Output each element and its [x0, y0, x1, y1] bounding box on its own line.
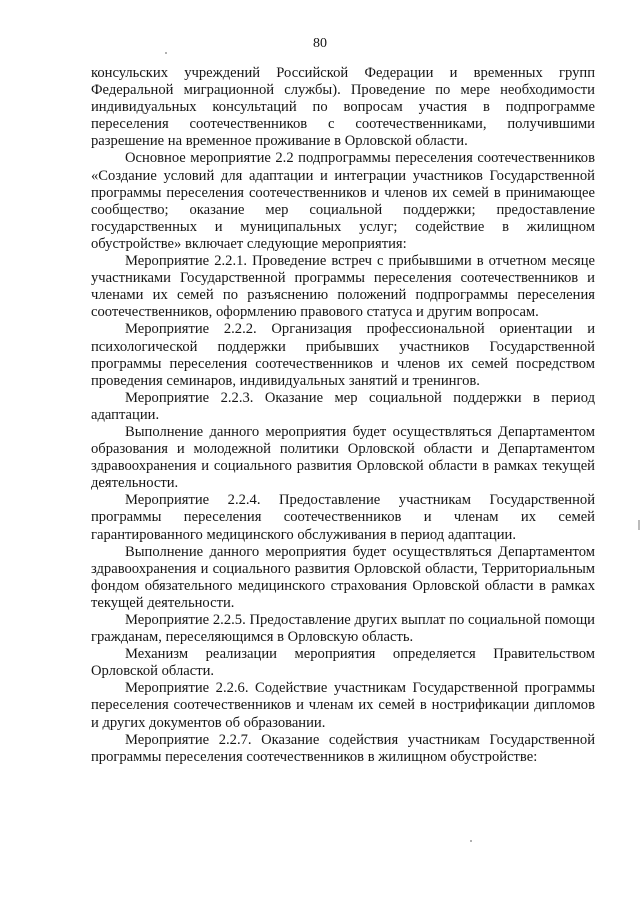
paragraph-activity-2-2-6: Мероприятие 2.2.6. Содействие участникам Государственной программы переселения соотечественников и членам их семей в нострификации дипломов и других документов об образовании. — [91, 680, 595, 731]
scan-speck — [470, 840, 472, 842]
paragraph-activity-2-2-3: Мероприятие 2.2.3. Оказание мер социальной поддержки в период адаптации. — [91, 389, 595, 423]
page-number: 80 — [313, 36, 327, 51]
paragraph-consular-consultations: консульских учреждений Российской Федерации и временных групп Федеральной миграционной службы). Проведение по мере необходимости индивидуальных консультаций по вопросам участия в подпрограмме переселения соотечественников с соотечественниками, получившими разрешение на временное проживание в Орловской области. — [91, 65, 595, 150]
paragraph-activity-2-2-1: Мероприятие 2.2.1. Проведение встреч с прибывшими в отчетном месяце участниками Государственной программы переселения соотечественников и членами их семей по разъяснению положений подпрограммы переселения соотечественников, оформлению правового статуса и другим вопросам. — [91, 253, 595, 321]
paragraph-mechanism-2-2-5: Механизм реализации мероприятия определяется Правительством Орловской области. — [91, 646, 595, 680]
scan-speck — [165, 52, 167, 54]
paragraph-activity-2-2-4: Мероприятие 2.2.4. Предоставление участникам Государственной программы переселения соотечественников и членам их семей гарантированного медицинского обслуживания в период адаптации. — [91, 492, 595, 543]
paragraph-execution-2-2-3: Выполнение данного мероприятия будет осуществляться Департаментом образования и молодежной политики Орловской области и Департаментом здравоохранения и социального развития Орловской области в рамках текущей деятельности. — [91, 423, 595, 492]
paragraph-activity-2-2-7: Мероприятие 2.2.7. Оказание содействия участникам Государственной программы переселения соотечественников в жилищном обустройстве: — [91, 731, 595, 765]
paragraph-activity-2-2-2: Мероприятие 2.2.2. Организация профессиональной ориентации и психологической поддержки прибывших участников Государственной программы переселения соотечественников и членов их семей посредством проведения семинаров, индивидуальных занятий и тренингов. — [91, 321, 595, 389]
document-body — [91, 65, 595, 766]
paragraph-execution-2-2-4: Выполнение данного мероприятия будет осуществляться Департаментом здравоохранения и социального развития Орловской области, Территориальным фондом обязательного медицинского страхования Орловской области в рамках текущей деятельности. — [91, 543, 595, 611]
paragraph-main-activity-2-2: Основное мероприятие 2.2 подпрограммы переселения соотечественников «Создание условий для адаптации и интеграции участников Государственной программы переселения соотечественников и членов их семей в принимающее сообщество; оказание мер социальной поддержки; предоставление государственных и муниципальных услуг; содействие в жилищном обустройстве» включает следующие мероприятия: — [91, 150, 595, 252]
paragraph-activity-2-2-5: Мероприятие 2.2.5. Предоставление других выплат по социальной помощи гражданам, переселяющимся в Орловскую область. — [91, 612, 595, 646]
